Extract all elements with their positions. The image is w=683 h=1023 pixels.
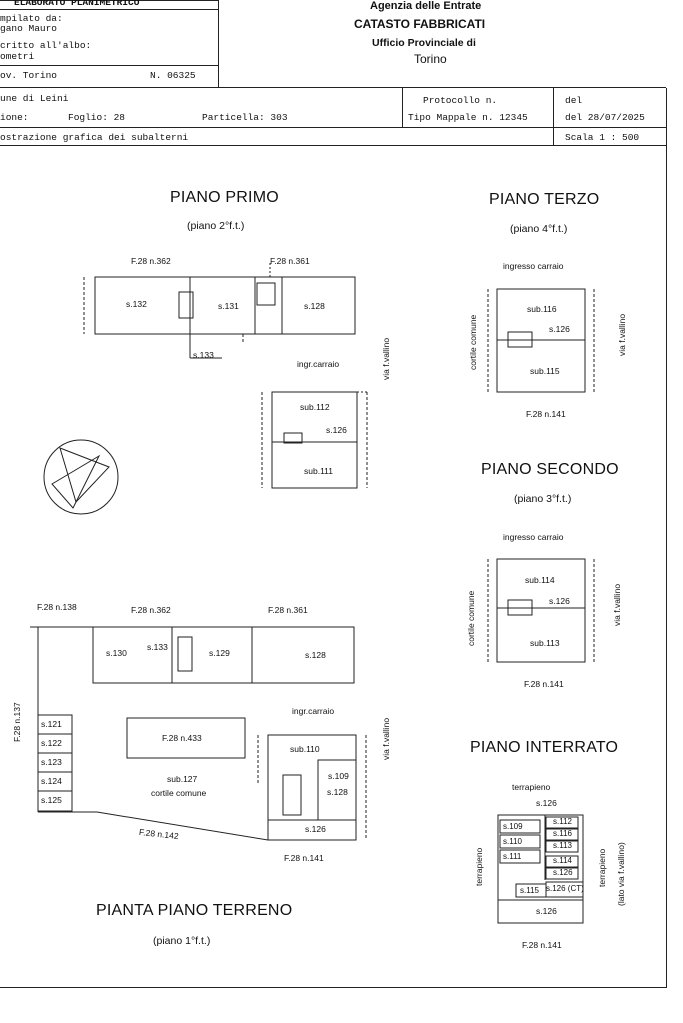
terreno-n141: F.28 n.141 [284, 853, 324, 863]
piano-secondo-subtitle: (piano 3°f.t.) [514, 493, 572, 505]
doc-title: ELABORATO PLANIMETRICO [14, 0, 140, 8]
interrato-s109: s.109 [503, 822, 523, 831]
piano-primo-subtitle: (piano 2°f.t.) [187, 220, 245, 232]
terreno-n138: F.28 n.138 [37, 602, 77, 612]
piano-secondo-sub114: sub.114 [525, 575, 555, 585]
interrato-n141: F.28 n.141 [522, 940, 562, 950]
tipo-mappale: Tipo Mappale n. 12345 [408, 112, 528, 123]
piano-primo-n362: F.28 n.362 [131, 256, 171, 266]
interrato-s116: s.116 [553, 829, 572, 838]
ufficio-label: Ufficio Provinciale di [372, 37, 476, 49]
piano-terzo-sub116: sub.116 [527, 304, 557, 314]
terreno-title: PIANTA PIANO TERRENO [96, 902, 293, 919]
piano-secondo-s126: s.126 [549, 596, 570, 606]
terreno-s130: s.130 [106, 648, 127, 658]
interrato-s110: s.110 [503, 837, 522, 846]
interrato-s113: s.113 [553, 841, 572, 850]
terreno-s124: s.124 [41, 776, 62, 786]
terreno-ingr: ingr.carraio [292, 706, 335, 716]
terreno-n142: F.28 n.142 [138, 826, 180, 842]
terreno-s123: s.123 [41, 757, 62, 767]
terreno-via: via f.vallino [381, 717, 391, 760]
piano-terzo-n141: F.28 n.141 [526, 409, 566, 419]
data-value: del 28/07/2025 [565, 112, 645, 123]
interrato-lato: (lato via f.vallino) [616, 842, 626, 906]
terreno-s133: s.133 [147, 642, 168, 652]
terreno-s128b: s.128 [327, 787, 348, 797]
terreno-s121: s.121 [41, 719, 62, 729]
piano-secondo-ingresso: ingresso carraio [503, 532, 564, 542]
foglio-value: Foglio: 28 [68, 112, 126, 123]
piano-primo-sub111: sub.111 [304, 466, 333, 476]
scala-value: Scala 1 : 500 [565, 132, 640, 143]
compilato-label: mpilato da: [0, 13, 63, 24]
piano-secondo-title: PIANO SECONDO [481, 461, 619, 478]
piano-terzo-s126: s.126 [549, 324, 570, 334]
terreno-sub127: sub.127 [167, 774, 198, 784]
terreno-cortile: cortile comune [151, 788, 207, 798]
interrato-s126-bottom: s.126 [536, 906, 557, 916]
interrato-s126ct: s.126 (CT) [546, 884, 584, 893]
provincia-value: ov. Torino [0, 70, 58, 81]
piano-primo-s131: s.131 [218, 301, 239, 311]
piano-primo-s132: s.132 [126, 299, 147, 309]
piano-secondo-cortile: cortile comune [466, 590, 476, 646]
sezione-label: ione: [0, 112, 29, 123]
numero-value: N. 06325 [150, 70, 196, 81]
comune-value: une di Leini [0, 93, 69, 104]
piano-primo-s128: s.128 [304, 301, 325, 311]
piano-primo-title: PIANO PRIMO [170, 189, 279, 206]
terreno-sub110: sub.110 [290, 744, 320, 754]
interrato-s111: s.111 [503, 852, 522, 861]
terreno-s125: s.125 [41, 795, 62, 805]
terreno-s126: s.126 [305, 824, 326, 834]
terreno-s128: s.128 [305, 650, 326, 660]
terreno-s122: s.122 [41, 738, 62, 748]
piano-primo-sub112: sub.112 [300, 402, 330, 412]
protocollo-label: Protocollo n. [423, 95, 498, 106]
interrato-terrapieno-left: terrapieno [474, 847, 484, 886]
terreno-n362: F.28 n.362 [131, 605, 171, 615]
piano-terzo-subtitle: (piano 4°f.t.) [510, 223, 568, 235]
piano-primo-s133: s.133 [193, 350, 214, 360]
interrato-s126-top: s.126 [536, 798, 557, 808]
interrato-s114: s.114 [553, 856, 572, 865]
terreno-s109: s.109 [328, 771, 349, 781]
piano-primo-n361: F.28 n.361 [270, 256, 310, 266]
interrato-s115: s.115 [520, 886, 539, 895]
terreno-n137: F.28 n.137 [12, 702, 22, 742]
piano-primo-s126: s.126 [326, 425, 347, 435]
terreno-s129: s.129 [209, 648, 230, 658]
piano-secondo-sub113: sub.113 [530, 638, 560, 648]
citta-value: Torino [414, 52, 447, 66]
interrato-s112: s.112 [553, 817, 572, 826]
piano-terzo-ingresso: ingresso carraio [503, 261, 564, 271]
iscritto-label: critto all'albo: [0, 40, 92, 51]
albo-value: ometri [0, 51, 35, 62]
interrato-title: PIANO INTERRATO [470, 739, 619, 756]
piano-terzo-via: via f.vallino [617, 313, 627, 356]
terreno-n433: F.28 n.433 [162, 733, 202, 743]
terreno-subtitle: (piano 1°f.t.) [153, 935, 211, 947]
piano-secondo-n141: F.28 n.141 [524, 679, 564, 689]
piano-terzo-cortile: cortile comune [468, 314, 478, 370]
del-label: del [565, 95, 583, 106]
piano-primo-ingr: ingr.carraio [297, 359, 340, 369]
piano-secondo-via: via f.vallino [612, 583, 622, 626]
piano-primo-via: via f.vallino [381, 337, 391, 380]
agency-name: Agenzia delle Entrate [370, 0, 482, 12]
interrato-terrapieno-right: terrapieno [597, 848, 607, 887]
terreno-n361: F.28 n.361 [268, 605, 308, 615]
interrato-s126a: s.126 [553, 868, 573, 877]
dimostrazione-label: ostrazione grafica dei subalterni [0, 132, 189, 143]
piano-terzo-sub115: sub.115 [530, 366, 560, 376]
catasto-title: CATASTO FABBRICATI [354, 17, 486, 31]
interrato-terrapieno-top: terrapieno [512, 782, 551, 792]
particella-value: Particella: 303 [202, 112, 288, 123]
compilato-name: gano Mauro [0, 23, 58, 34]
piano-terzo-title: PIANO TERZO [489, 191, 600, 208]
